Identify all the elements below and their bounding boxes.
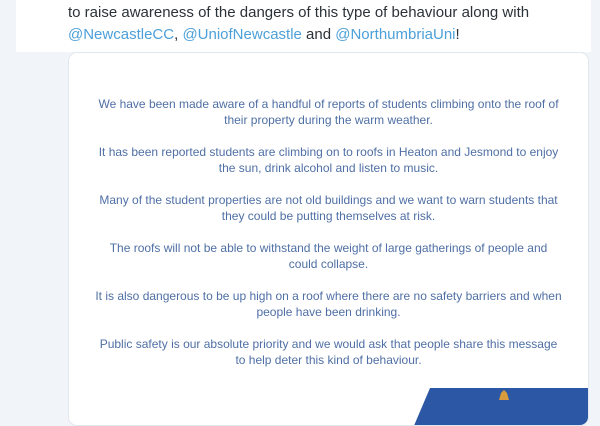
police-logo-banner xyxy=(413,388,588,426)
safety-notice-text xyxy=(69,53,588,368)
mention-link-newcastlecc[interactable]: @NewcastleCC xyxy=(68,26,175,43)
tweet-line1: to raise awareness of the dangers of this type of behaviour along with xyxy=(68,4,530,21)
police-crest-icon xyxy=(499,390,509,400)
tweet-separator: , xyxy=(174,26,183,43)
attached-image-card[interactable] xyxy=(68,52,589,426)
mention-link-northumbriauni[interactable]: @NorthumbriaUni xyxy=(335,26,456,43)
notice-paragraph: The roofs will not be able to withstand the weight of large gatherings of people and could collapse. xyxy=(109,241,548,271)
notice-paragraph: It has been reported students are climbing on to roofs in Heaton and Jesmond to enjoy the sun, drink alcohol and listen to music. xyxy=(98,145,559,175)
tweet-separator: ! xyxy=(455,26,460,43)
mention-link-uniofnewcastle[interactable]: @UniofNewcastle xyxy=(182,26,302,43)
notice-paragraph: We have been made aware of a handful of reports of students climbing onto the roof of their property during the warm weather. xyxy=(98,97,559,127)
tweet-text xyxy=(68,2,573,46)
notice-paragraph: Public safety is our absolute priority and we would ask that people share this message to help deter this kind of behaviour. xyxy=(99,337,558,367)
notice-paragraph: Many of the student properties are not old buildings and we want to warn students that they could be putting themselves at risk. xyxy=(99,193,558,223)
notice-paragraph: It is also dangerous to be up high on a roof where there are no safety barriers and when people have been drinking. xyxy=(95,289,562,319)
tweet-separator: and xyxy=(301,26,336,43)
